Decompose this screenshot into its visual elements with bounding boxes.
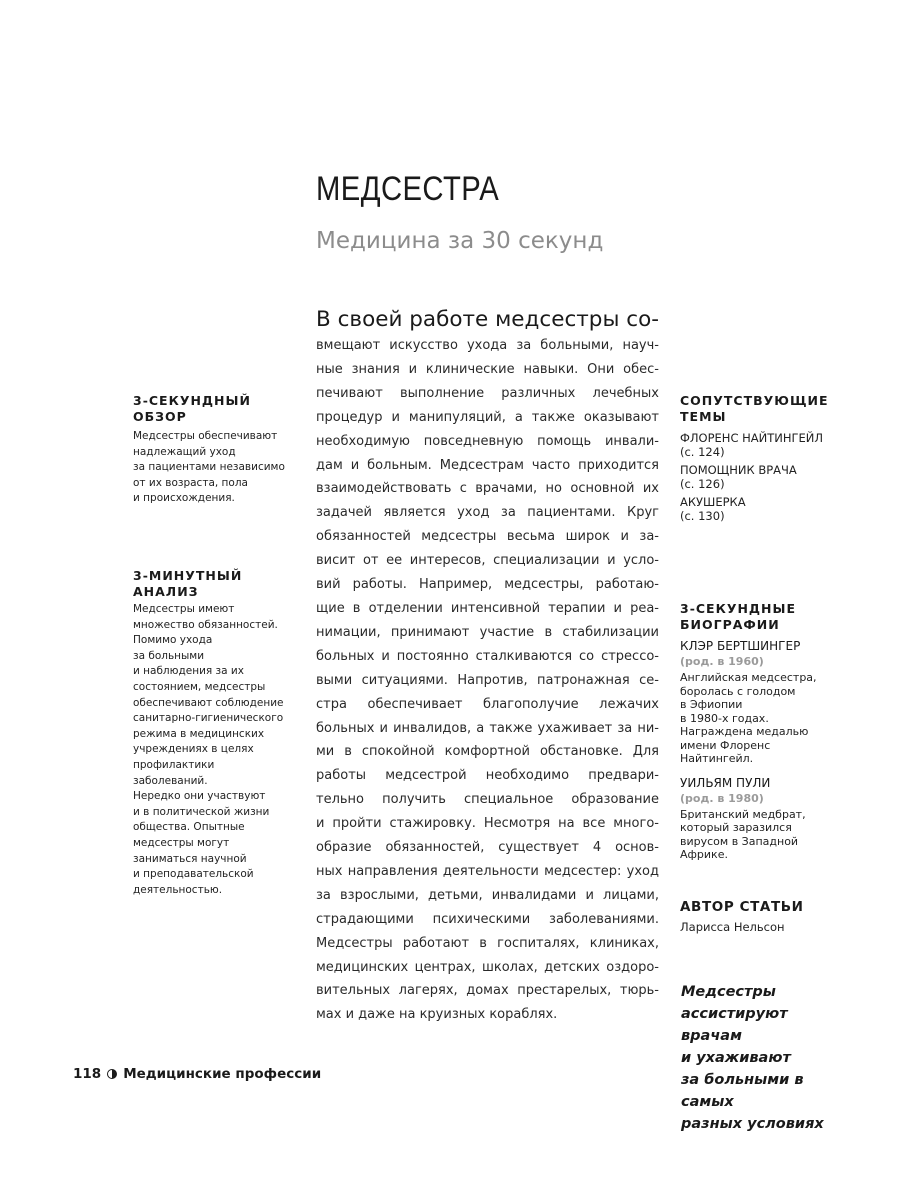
body-line: нимации, принимают участие в стабилизации xyxy=(316,624,659,640)
page-footer xyxy=(73,1066,321,1082)
body-line: вий работы. Например, медсестры, работаю- xyxy=(316,577,659,593)
related-topic-item[interactable]: ФЛОРЕНС НАЙТИНГЕЙЛ (с. 124) xyxy=(680,431,824,459)
body-line: страдающими психическими заболеваниями. xyxy=(316,911,659,927)
body-line: тельно получить специальное образование xyxy=(316,792,659,808)
lead-text: В своей работе медсестры со- xyxy=(316,307,659,332)
body-line: взаимодействовать с врачами, но основной их xyxy=(316,481,659,497)
body-line: медицинских центрах, школах, детских оздоро- xyxy=(316,959,659,975)
analysis-heading: 3-МИНУТНЫЙ АНАЛИЗ xyxy=(133,568,243,599)
body-line: Медсестры работают в госпиталях, клиниках, xyxy=(316,935,659,951)
body-line: вительных лагерях, домах престарелых, тюрь- xyxy=(316,983,659,999)
biographies-block xyxy=(680,601,860,862)
page-subtitle: Медицина за 30 секунд xyxy=(316,228,604,254)
page-number: 118 xyxy=(73,1066,102,1082)
analysis-block xyxy=(133,568,293,898)
related-heading: СОПУТСТВУЮЩИЕ ТЕМЫ xyxy=(680,393,829,424)
body-line: работы медсестрой необходимо предвари- xyxy=(316,768,659,784)
body-line: необходимую повседневную помощь инвали- xyxy=(316,433,659,449)
body-line: обязанностей медсестры весьма широк и за- xyxy=(316,529,659,545)
body-line: висит от ее интересов, специализации и усло- xyxy=(316,553,659,569)
body-line: мах и даже на круизных кораблях. xyxy=(316,1007,558,1023)
biographies-heading: 3-СЕКУНДНЫЕ БИОГРАФИИ xyxy=(680,601,796,632)
body-line: ных направления деятельности медсестер: уход xyxy=(316,863,659,879)
bio-years: (род. в 1980) xyxy=(680,791,764,805)
body-line: вмещают искусство ухода за больными, науч- xyxy=(316,338,659,353)
related-topic-item[interactable]: АКУШЕРКА (с. 130) xyxy=(680,495,746,523)
page-title: МЕДСЕСТРА xyxy=(316,170,500,208)
body-line: задачей является уход за пациентами. Круг xyxy=(316,505,659,521)
body-line: больных и инвалидов, а также ухаживает за ни- xyxy=(316,720,659,736)
analysis-text: Медсестры имеют множество обязанностей. Помимо ухода за больными и наблюдения за их состоянием, медсестры обеспечивают соблюдение санитарно-гигиенического режима в медицинских учреждениях в целях профилактики заболеваний. Нередко они участвуют и в политической жизни общества. Опытные медсестры могут заниматься научной и преподавательской деятельностью. xyxy=(133,603,284,896)
body-line: дам и больным. Медсестрам часто приходится xyxy=(316,457,659,473)
bio-text: Английская медсестра, боролась с голодом в Эфиопии в 1980-х годах. Награждена медалью имени Флоренс Найтингейл. xyxy=(680,671,817,765)
bio-text: Британский медбрат, который заразился вирусом в Западной Африке. xyxy=(680,807,806,861)
author-heading: АВТОР СТАТЬИ xyxy=(680,899,804,915)
body-line: больных и постоянно сталкиваются со стрессо- xyxy=(316,648,659,664)
bio-name: УИЛЬЯМ ПУЛИ xyxy=(680,775,771,790)
related-topic-item[interactable]: ПОМОЩНИК ВРАЧА (с. 126) xyxy=(680,463,797,491)
body-line: ми в спокойной комфортной обстановке. Для xyxy=(316,744,659,760)
body-line: выми ситуациями. Напротив, патронажная се- xyxy=(316,672,659,688)
image-caption: Медсестры ассистируют врачам и ухаживают за больными в самых разных условиях xyxy=(681,984,824,1132)
body-line: образие обязанностей, существует 4 основ- xyxy=(316,840,659,856)
overview-text: Медсестры обеспечивают надлежащий уход за пациентами независимо от их возраста, пола и происхождения. xyxy=(133,430,285,505)
body-line: ные знания и клинические навыки. Они обес- xyxy=(316,361,659,377)
author-name: Ларисса Нельсон xyxy=(680,920,785,934)
bio-years: (род. в 1960) xyxy=(680,655,764,668)
body-line: печивают выполнение различных лечебных xyxy=(316,385,659,401)
body-line: и пройти стажировку. Несмотря на все много- xyxy=(316,816,659,832)
main-body-text xyxy=(316,334,659,1027)
overview-heading: 3-СЕКУНДНЫЙ ОБЗОР xyxy=(133,393,251,424)
overview-block xyxy=(133,393,293,507)
half-circle-icon xyxy=(107,1069,117,1079)
body-line: стра обеспечивает благополучие лежачих xyxy=(316,696,659,712)
body-line: за взрослыми, детьми, инвалидами и лицами, xyxy=(316,887,659,903)
section-name: Медицинские профессии xyxy=(123,1066,322,1082)
body-line: процедур и манипуляций, а также оказывают xyxy=(316,409,659,425)
author-block xyxy=(680,899,860,935)
body-line: щие в отделении интенсивной терапии и реа- xyxy=(316,600,659,616)
related-topics-block xyxy=(680,393,860,527)
bio-name: КЛЭР БЕРТШИНГЕР xyxy=(680,639,801,653)
